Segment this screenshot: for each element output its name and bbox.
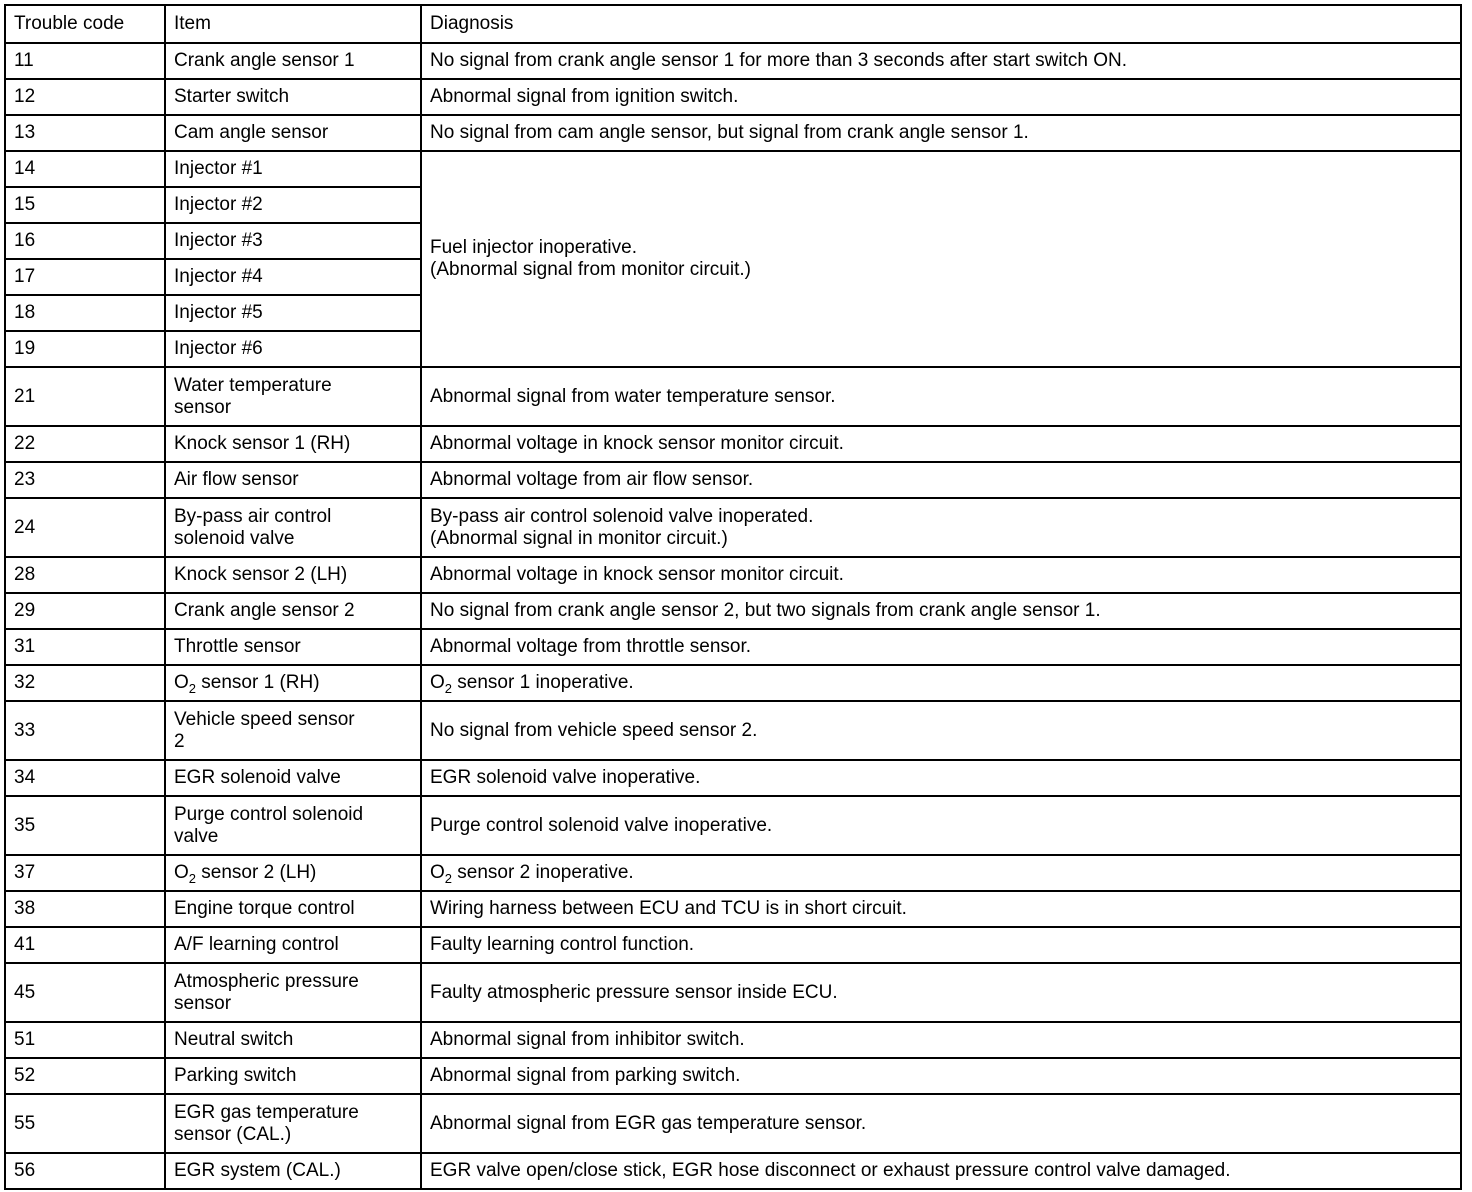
diagnosis-cell	[421, 665, 1461, 701]
item-cell	[165, 665, 421, 701]
item-cell	[165, 498, 421, 557]
item-cell	[165, 701, 421, 760]
diagnosis-text: O	[430, 672, 445, 693]
table-row	[5, 855, 1461, 891]
item-cell	[165, 367, 421, 426]
document-page	[4, 4, 1462, 1190]
table-row	[5, 367, 1461, 426]
trouble-code-cell: 31	[5, 629, 165, 665]
trouble-code-cell: 24	[5, 498, 165, 557]
table-row	[5, 79, 1461, 115]
table-row	[5, 1058, 1461, 1094]
diagnosis-cell: No signal from cam angle sensor, but signal from crank angle sensor 1.	[421, 115, 1461, 151]
trouble-code-cell: 28	[5, 557, 165, 593]
diagnosis-text: O	[430, 862, 445, 883]
diagnosis-cell-injectors	[421, 151, 1461, 367]
table-row	[5, 665, 1461, 701]
table-row	[5, 151, 1461, 187]
trouble-code-cell: 19	[5, 331, 165, 367]
trouble-code-cell: 17	[5, 259, 165, 295]
header-row	[5, 5, 1461, 43]
trouble-code-cell: 21	[5, 367, 165, 426]
diagnosis-cell: Abnormal signal from inhibitor switch.	[421, 1022, 1461, 1058]
trouble-code-cell: 52	[5, 1058, 165, 1094]
item-cell: Air flow sensor	[165, 462, 421, 498]
item-cell	[165, 1094, 421, 1153]
diagnosis-line: By-pass air control solenoid valve inoperated.	[430, 505, 814, 527]
item-line: Vehicle speed sensor	[174, 708, 355, 730]
diagnosis-cell: Abnormal voltage in knock sensor monitor circuit.	[421, 426, 1461, 462]
diagnosis-cell: Abnormal signal from EGR gas temperature sensor.	[421, 1094, 1461, 1153]
diagnosis-line: Fuel injector inoperative.	[430, 237, 637, 258]
trouble-code-cell: 12	[5, 79, 165, 115]
trouble-code-cell: 37	[5, 855, 165, 891]
item-cell: Starter switch	[165, 79, 421, 115]
diagnosis-cell: Purge control solenoid valve inoperative.	[421, 796, 1461, 855]
diagnosis-cell: EGR solenoid valve inoperative.	[421, 760, 1461, 796]
table-row	[5, 498, 1461, 557]
trouble-code-cell: 56	[5, 1153, 165, 1189]
diagnosis-cell: Faulty learning control function.	[421, 927, 1461, 963]
diagnosis-cell: Faulty atmospheric pressure sensor inside ECU.	[421, 963, 1461, 1022]
table-row	[5, 963, 1461, 1022]
trouble-code-table	[4, 4, 1462, 1190]
table-row	[5, 1094, 1461, 1153]
subscript: 2	[188, 870, 197, 886]
diagnosis-line: (Abnormal signal in monitor circuit.)	[430, 527, 728, 549]
item-line: Atmospheric pressure	[174, 970, 359, 992]
item-cell: Crank angle sensor 2	[165, 593, 421, 629]
item-line: By-pass air control	[174, 505, 332, 527]
item-cell: A/F learning control	[165, 927, 421, 963]
trouble-code-cell: 13	[5, 115, 165, 151]
table-row	[5, 593, 1461, 629]
subscript: 2	[444, 680, 453, 696]
item-text: O	[174, 672, 189, 693]
trouble-code-cell: 38	[5, 891, 165, 927]
item-text: sensor 1 (RH)	[196, 672, 320, 693]
table-row	[5, 760, 1461, 796]
item-cell: Cam angle sensor	[165, 115, 421, 151]
item-cell: Knock sensor 2 (LH)	[165, 557, 421, 593]
table-row	[5, 462, 1461, 498]
trouble-code-cell: 15	[5, 187, 165, 223]
subscript: 2	[188, 680, 197, 696]
trouble-code-cell: 41	[5, 927, 165, 963]
item-line: sensor	[174, 396, 232, 418]
item-cell	[165, 963, 421, 1022]
table-row	[5, 426, 1461, 462]
item-cell: Throttle sensor	[165, 629, 421, 665]
item-cell: Injector #4	[165, 259, 421, 295]
item-line: 2	[174, 730, 185, 752]
item-cell: Injector #2	[165, 187, 421, 223]
trouble-code-cell: 32	[5, 665, 165, 701]
item-cell: EGR system (CAL.)	[165, 1153, 421, 1189]
trouble-code-cell: 51	[5, 1022, 165, 1058]
diagnosis-cell: Wiring harness between ECU and TCU is in short circuit.	[421, 891, 1461, 927]
trouble-code-cell: 23	[5, 462, 165, 498]
item-cell: Injector #6	[165, 331, 421, 367]
trouble-code-cell: 45	[5, 963, 165, 1022]
table-row	[5, 701, 1461, 760]
table-row	[5, 557, 1461, 593]
item-cell: Injector #3	[165, 223, 421, 259]
trouble-code-cell: 35	[5, 796, 165, 855]
item-cell	[165, 855, 421, 891]
diagnosis-text: sensor 1 inoperative.	[452, 672, 634, 693]
table-row	[5, 115, 1461, 151]
item-line: EGR gas temperature	[174, 1101, 359, 1123]
trouble-code-cell: 34	[5, 760, 165, 796]
trouble-code-cell: 55	[5, 1094, 165, 1153]
item-line: Water temperature	[174, 374, 332, 396]
item-line: sensor	[174, 992, 232, 1014]
item-cell: Injector #1	[165, 151, 421, 187]
item-cell: Injector #5	[165, 295, 421, 331]
diagnosis-cell: EGR valve open/close stick, EGR hose disconnect or exhaust pressure control valve damaged.	[421, 1153, 1461, 1189]
trouble-code-cell: 16	[5, 223, 165, 259]
table-row	[5, 629, 1461, 665]
trouble-code-cell: 11	[5, 43, 165, 79]
header-diagnosis: Diagnosis	[421, 5, 1461, 43]
table-row	[5, 1153, 1461, 1189]
diagnosis-cell: Abnormal signal from parking switch.	[421, 1058, 1461, 1094]
trouble-code-cell: 33	[5, 701, 165, 760]
table-row	[5, 927, 1461, 963]
item-cell: Parking switch	[165, 1058, 421, 1094]
item-cell	[165, 796, 421, 855]
item-cell: EGR solenoid valve	[165, 760, 421, 796]
item-line: valve	[174, 825, 219, 847]
trouble-code-cell: 14	[5, 151, 165, 187]
diagnosis-cell: Abnormal signal from water temperature sensor.	[421, 367, 1461, 426]
item-line: Purge control solenoid	[174, 803, 364, 825]
diagnosis-cell: Abnormal voltage from throttle sensor.	[421, 629, 1461, 665]
item-cell: Knock sensor 1 (RH)	[165, 426, 421, 462]
diagnosis-cell: No signal from vehicle speed sensor 2.	[421, 701, 1461, 760]
item-cell: Engine torque control	[165, 891, 421, 927]
trouble-code-cell: 29	[5, 593, 165, 629]
table-row	[5, 43, 1461, 79]
diagnosis-cell	[421, 855, 1461, 891]
diagnosis-cell: Abnormal voltage in knock sensor monitor circuit.	[421, 557, 1461, 593]
trouble-code-cell: 18	[5, 295, 165, 331]
diagnosis-cell: Abnormal signal from ignition switch.	[421, 79, 1461, 115]
item-text: O	[174, 862, 189, 883]
item-cell: Neutral switch	[165, 1022, 421, 1058]
table-row	[5, 891, 1461, 927]
header-trouble-code: Trouble code	[5, 5, 165, 43]
item-line: solenoid valve	[174, 527, 295, 549]
table-row	[5, 796, 1461, 855]
item-line: sensor (CAL.)	[174, 1123, 292, 1145]
diagnosis-cell: No signal from crank angle sensor 1 for more than 3 seconds after start switch ON.	[421, 43, 1461, 79]
diagnosis-line: (Abnormal signal from monitor circuit.)	[430, 259, 751, 280]
item-cell: Crank angle sensor 1	[165, 43, 421, 79]
header-item: Item	[165, 5, 421, 43]
subscript: 2	[444, 870, 453, 886]
diagnosis-cell: No signal from crank angle sensor 2, but two signals from crank angle sensor 1.	[421, 593, 1461, 629]
diagnosis-cell: Abnormal voltage from air flow sensor.	[421, 462, 1461, 498]
item-text: sensor 2 (LH)	[196, 862, 317, 883]
table-row	[5, 1022, 1461, 1058]
diagnosis-text: sensor 2 inoperative.	[452, 862, 634, 883]
trouble-code-cell: 22	[5, 426, 165, 462]
diagnosis-cell	[421, 498, 1461, 557]
